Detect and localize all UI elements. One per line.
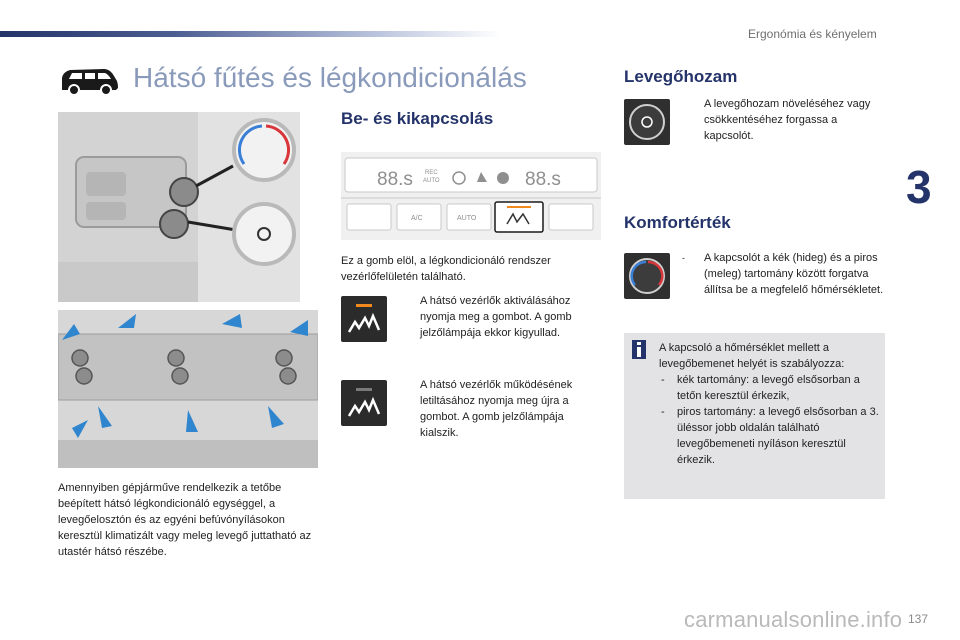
chapter-title: Ergonómia és kényelem: [748, 27, 877, 41]
rear-defrost-button[interactable]: [549, 204, 593, 230]
temperature-knob-image: [624, 253, 670, 299]
bullet-comfort-text: A kapcsolót a kék (hideg) és a piros (meleg) tartomány között forgatva állítsa be a megfelelő hőmérsékletet.: [704, 252, 884, 296]
display-temp-left: 88.s: [377, 169, 413, 190]
chapter-number: 3: [906, 161, 932, 213]
bullet-activate: [398, 293, 598, 349]
bullet-comfort: [682, 250, 882, 316]
header-stripe: [0, 31, 500, 37]
bullet-activate-text: A hátsó vezérlők aktiválásához nyomja meg a gombot. A gomb jelzőlámpája ekkor kigyullad.: [420, 295, 572, 339]
watermark: carmanualsonline.info: [684, 607, 903, 632]
on-off-section-title: Be- és kikapcsolás: [341, 109, 494, 128]
bullet-dash: -: [682, 253, 685, 263]
defrost-button[interactable]: [347, 204, 391, 230]
roof-vents-photo: [58, 310, 318, 468]
ac-button-label: A/C: [411, 215, 423, 222]
info-intro: A kapcsoló a hőmérséklet mellett a levegőbemenet helyét is szabályozza:: [659, 342, 845, 370]
info-item-red: - piros tartomány: a levegő elsősorban a 3. üléssor jobb oldalán található levegőbemeneti nyíláson keresztül érkezik.: [659, 404, 883, 468]
van-icon: [58, 66, 120, 96]
front-climate-panel: [341, 152, 601, 240]
button-location-text: Ez a gomb elöl, a légkondicionáló rendszer vezérlőfelületén található.: [341, 255, 551, 283]
bullet-deactivate-text: A hátsó vezérlők működésének letiltásához nyomja meg újra a gombot. A gomb jelzőlámpája kialszik.: [420, 379, 573, 439]
bullet-airflow-text: A levegőhozam növeléséhez vagy csökkentéséhez forgassa a kapcsolót.: [704, 98, 871, 142]
rear-controls-photo: [58, 112, 300, 302]
bullet-airflow: [682, 96, 882, 146]
info-item-blue: - kék tartomány: a levegő elsősorban a tetőn keresztül érkezik,: [659, 372, 883, 404]
display-rec-label: REC: [425, 170, 438, 176]
display-auto-label: AUTO: [423, 178, 440, 184]
fan-icon: [497, 172, 509, 184]
info-text: [659, 340, 883, 468]
info-icon: [632, 340, 646, 359]
climate-panel-graphic: [341, 152, 601, 240]
page-title: Hátsó fűtés és légkondicionálás: [133, 62, 527, 93]
fan-knob-image: [624, 99, 670, 145]
airflow-section-title: Levegőhozam: [624, 67, 738, 86]
rear-button-on-image: [341, 296, 387, 342]
comfort-section-title: Komfortérték: [624, 213, 731, 232]
auto-button-label: AUTO: [457, 215, 477, 222]
bullet-deactivate: [398, 377, 598, 449]
rear-button-off-image: [341, 380, 387, 426]
display-temp-right: 88.s: [525, 169, 561, 190]
photo-caption: Amennyiben gépjárműve rendelkezik a tetőbe beépített hátsó légkondicionáló egységgel, a levegőelosztón és az egyéni befúvónyílásokon keresztül klimatizált vagy meleg levegő juttatható az utastér hátsó részébe.: [58, 482, 312, 558]
info-list: [659, 372, 883, 468]
page-number: 137: [908, 612, 929, 626]
